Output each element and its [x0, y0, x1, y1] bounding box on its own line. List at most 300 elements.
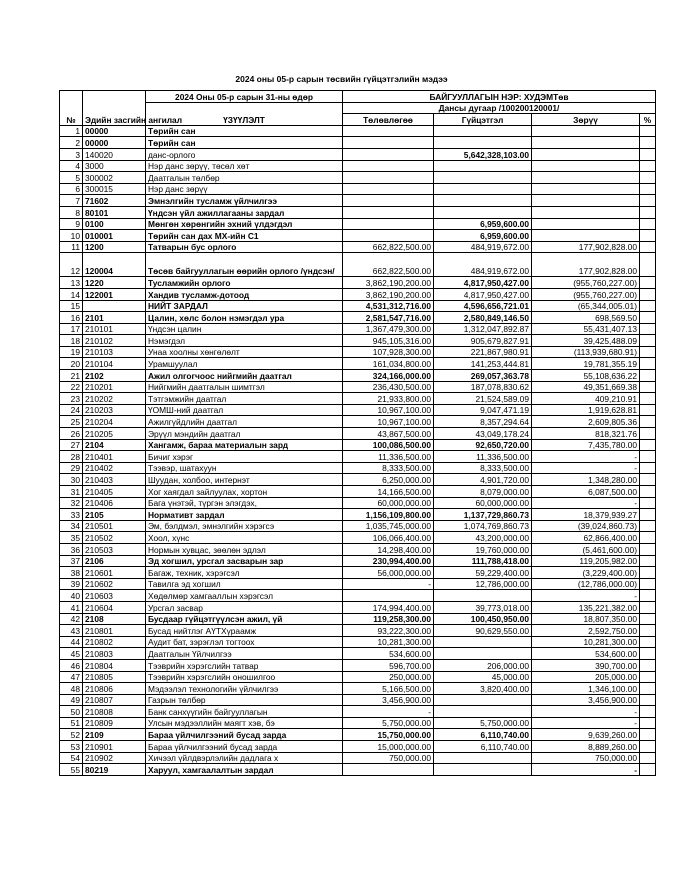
row-code: 120004: [83, 253, 146, 277]
row-code: 2105: [83, 509, 146, 521]
table-row: [60, 125, 656, 137]
row-name: Төрийн сан дах МХ-ийн С1: [146, 230, 343, 242]
row-actual: 11,336,500.00: [434, 451, 532, 463]
row-actual: 206,000.00: [434, 659, 532, 671]
row-plan: 324,166,000.00: [343, 370, 434, 382]
row-plan: 3,456,900.00: [343, 694, 434, 706]
row-code: 210801: [83, 625, 146, 637]
row-diff: 55,431,407.13: [532, 323, 640, 335]
row-pct: [640, 206, 656, 218]
row-name: Бусдаар гүйцэтгүүлсэн ажил, үй: [146, 613, 343, 625]
table-row: [60, 625, 656, 637]
table-row: [60, 137, 656, 149]
table-row: [60, 648, 656, 660]
row-diff: 6,087,500.00: [532, 486, 640, 498]
row-plan: 43,867,500.00: [343, 428, 434, 440]
table-row: [60, 752, 656, 764]
row-diff: 3,456,900.00: [532, 694, 640, 706]
row-number: 26: [60, 428, 83, 440]
row-plan: [343, 230, 434, 242]
row-code: 210104: [83, 358, 146, 370]
row-pct: [640, 125, 656, 137]
row-actual: 4,596,656,721.01: [434, 300, 532, 312]
row-pct: [640, 543, 656, 555]
row-actual: [434, 764, 532, 776]
table-row: [60, 241, 656, 253]
row-diff: 750,000.00: [532, 752, 640, 764]
row-name: Бичиг хэрэг: [146, 451, 343, 463]
row-code: 2109: [83, 729, 146, 741]
table-row: [60, 613, 656, 625]
row-number: 12: [60, 253, 83, 277]
row-actual: 4,817,950,427.00: [434, 277, 532, 289]
row-actual: 3,820,400.00: [434, 683, 532, 695]
row-actual: 1,137,729,860.73: [434, 509, 532, 521]
row-actual: 6,110,740.00: [434, 741, 532, 753]
row-actual: 4,901,720.00: [434, 474, 532, 486]
row-code: 2106: [83, 555, 146, 567]
row-diff: 698,569.50: [532, 312, 640, 324]
row-number: 13: [60, 277, 83, 289]
table-row: [60, 543, 656, 555]
row-actual: 187,078,830.62: [434, 381, 532, 393]
row-diff: [532, 230, 640, 242]
row-name: Улсын мэдээллийн маягт хэв, бэ: [146, 717, 343, 729]
row-name: Урамшуулал: [146, 358, 343, 370]
row-pct: [640, 729, 656, 741]
table-row: [60, 474, 656, 486]
row-code: 210808: [83, 706, 146, 718]
row-actual: 5,642,328,103.00: [434, 148, 532, 160]
row-code: 2104: [83, 439, 146, 451]
row-diff: (12,786,000.00): [532, 578, 640, 590]
row-code: 210502: [83, 532, 146, 544]
row-name: Нэр данс зөрүү, төсөл хөт: [146, 160, 343, 172]
row-code: 210603: [83, 590, 146, 602]
row-pct: [640, 183, 656, 195]
row-pct: [640, 381, 656, 393]
row-diff: [532, 172, 640, 184]
row-plan: 230,994,400.00: [343, 555, 434, 567]
row-code: 210802: [83, 636, 146, 648]
table-row: [60, 694, 656, 706]
row-plan: 750,000.00: [343, 752, 434, 764]
row-diff: 2,592,750.00: [532, 625, 640, 637]
row-diff: 39,425,488.09: [532, 335, 640, 347]
row-plan: 119,258,300.00: [343, 613, 434, 625]
row-diff: [532, 183, 640, 195]
row-pct: [640, 717, 656, 729]
row-number: 30: [60, 474, 83, 486]
row-diff: [532, 137, 640, 149]
row-name: Хөдөлмөр хамгааллын хэрэгсэл: [146, 590, 343, 602]
row-diff: 1,919,628.81: [532, 404, 640, 416]
row-code: 00000: [83, 137, 146, 149]
row-diff: 10,281,300.00: [532, 636, 640, 648]
row-number: 10: [60, 230, 83, 242]
row-code: 210503: [83, 543, 146, 555]
table-row: [60, 555, 656, 567]
row-diff: -: [532, 497, 640, 509]
row-number: 2: [60, 137, 83, 149]
row-actual: 484,919,672.00: [434, 241, 532, 253]
row-number: 16: [60, 312, 83, 324]
report-title: 2024 оны 05-р сарын төсвийн гүйцэтгэлийн мэдээ: [235, 74, 448, 84]
table-row: [60, 172, 656, 184]
budget-table: [59, 90, 656, 776]
row-code: 3000: [83, 160, 146, 172]
row-code: 210102: [83, 335, 146, 347]
row-number: 46: [60, 659, 83, 671]
row-plan: 945,105,316.00: [343, 335, 434, 347]
row-plan: 14,298,400.00: [343, 543, 434, 555]
row-diff: 205,000.00: [532, 671, 640, 683]
table-row: [60, 195, 656, 207]
row-actual: [434, 590, 532, 602]
table-row: [60, 486, 656, 498]
row-name: Аудит бат, зэрэглэл тогтоох: [146, 636, 343, 648]
row-code: 2102: [83, 370, 146, 382]
row-actual: 2,580,849,146.50: [434, 312, 532, 324]
row-plan: 60,000,000.00: [343, 497, 434, 509]
row-diff: (3,229,400.00): [532, 567, 640, 579]
row-number: 42: [60, 613, 83, 625]
row-plan: 106,066,400.00: [343, 532, 434, 544]
table-row: [60, 346, 656, 358]
row-diff: 177,902,828.00: [532, 253, 640, 277]
row-plan: 5,750,000.00: [343, 717, 434, 729]
row-diff: [532, 195, 640, 207]
table-row: [60, 393, 656, 405]
row-number: 37: [60, 555, 83, 567]
table-row: [60, 520, 656, 532]
row-name: ҮОМШ-ний даатгал: [146, 404, 343, 416]
row-name: Нормын хувцас, зөөлөн эдлэл: [146, 543, 343, 555]
row-number: 35: [60, 532, 83, 544]
row-diff: (39,024,860.73): [532, 520, 640, 532]
row-number: 18: [60, 335, 83, 347]
row-code: 80101: [83, 206, 146, 218]
row-code: 1220: [83, 277, 146, 289]
row-pct: [640, 509, 656, 521]
row-name: Мэдээлэл технологийн үйлчилгээ: [146, 683, 343, 695]
table-row: [60, 358, 656, 370]
row-pct: [640, 288, 656, 300]
row-plan: [343, 218, 434, 230]
row-pct: [640, 323, 656, 335]
row-name: Татварын бус орлого: [146, 241, 343, 253]
row-plan: 10,967,100.00: [343, 404, 434, 416]
row-code: 210201: [83, 381, 146, 393]
row-actual: 141,253,444.81: [434, 358, 532, 370]
row-pct: [640, 160, 656, 172]
table-row: [60, 312, 656, 324]
row-number: 15: [60, 300, 83, 312]
row-pct: [640, 393, 656, 405]
row-name: Ажил олгогчоос нийгмийн даатгал: [146, 370, 343, 382]
row-code: 210204: [83, 416, 146, 428]
row-number: 8: [60, 206, 83, 218]
row-plan: 662,822,500.00: [343, 241, 434, 253]
row-pct: [640, 439, 656, 451]
row-pct: [640, 253, 656, 277]
row-number: 22: [60, 381, 83, 393]
table-row: [60, 381, 656, 393]
row-code: 210803: [83, 648, 146, 660]
row-pct: [640, 590, 656, 602]
row-code: 210804: [83, 659, 146, 671]
row-diff: [532, 218, 640, 230]
row-plan: [343, 137, 434, 149]
row-plan: 662,822,500.00: [343, 253, 434, 277]
row-diff: -: [532, 590, 640, 602]
row-number: 49: [60, 694, 83, 706]
table-row: [60, 451, 656, 463]
table-row: [60, 230, 656, 242]
row-plan: [343, 206, 434, 218]
row-plan: 534,600.00: [343, 648, 434, 660]
row-diff: 8,889,260.00: [532, 741, 640, 753]
row-pct: [640, 613, 656, 625]
row-pct: [640, 277, 656, 289]
row-plan: 1,367,479,300.00: [343, 323, 434, 335]
header-date: 2024 Оны 05-р сарын 31-ны өдөр: [146, 91, 343, 103]
row-diff: (955,760,227.00): [532, 277, 640, 289]
table-row: [60, 183, 656, 195]
row-number: 6: [60, 183, 83, 195]
row-diff: (113,939,680.91): [532, 346, 640, 358]
row-actual: 92,650,720.00: [434, 439, 532, 451]
row-diff: (955,760,227.00): [532, 288, 640, 300]
row-name: Төсөв байгууллагын өөрийн орлого /үндсэн/: [146, 253, 343, 277]
row-code: 210406: [83, 497, 146, 509]
row-diff: -: [532, 462, 640, 474]
row-pct: [640, 694, 656, 706]
table-row: [60, 729, 656, 741]
row-code: 00000: [83, 125, 146, 137]
row-code: 210901: [83, 741, 146, 753]
row-actual: 9,047,471.19: [434, 404, 532, 416]
table-row: [60, 428, 656, 440]
table-row: [60, 439, 656, 451]
row-name: Тээврийн хэрэгслийн татвар: [146, 659, 343, 671]
row-plan: 100,086,500.00: [343, 439, 434, 451]
row-name: Бараа үйлчилгээний бусад зарда: [146, 741, 343, 753]
table-row: [60, 578, 656, 590]
row-code: 210205: [83, 428, 146, 440]
row-pct: [640, 474, 656, 486]
row-actual: 45,000.00: [434, 671, 532, 683]
table-row: [60, 416, 656, 428]
row-diff: [532, 148, 640, 160]
table-row: [60, 741, 656, 753]
row-actual: [434, 648, 532, 660]
row-name: Эд хогшил, урсгал засварын зар: [146, 555, 343, 567]
row-pct: [640, 636, 656, 648]
row-actual: 6,959,600.00: [434, 230, 532, 242]
row-diff: 19,781,355.19: [532, 358, 640, 370]
row-diff: 1,346,100.00: [532, 683, 640, 695]
row-code: 210103: [83, 346, 146, 358]
row-pct: [640, 555, 656, 567]
table-row: [60, 567, 656, 579]
row-actual: 905,679,827.91: [434, 335, 532, 347]
row-code: 210501: [83, 520, 146, 532]
row-plan: 15,000,000.00: [343, 741, 434, 753]
row-diff: 49,351,669.38: [532, 381, 640, 393]
row-number: 33: [60, 509, 83, 521]
row-code: 210601: [83, 567, 146, 579]
row-pct: [640, 312, 656, 324]
row-actual: 39,773,018.00: [434, 601, 532, 613]
table-row: [60, 509, 656, 521]
row-diff: 390,700.00: [532, 659, 640, 671]
row-number: 5: [60, 172, 83, 184]
row-diff: [532, 206, 640, 218]
row-code: 300015: [83, 183, 146, 195]
row-actual: 59,229,400.00: [434, 567, 532, 579]
row-code: 210604: [83, 601, 146, 613]
row-plan: [343, 764, 434, 776]
row-number: 17: [60, 323, 83, 335]
row-name: Хог хаягдал зайлуулах, хортон: [146, 486, 343, 498]
row-code: 210402: [83, 462, 146, 474]
row-actual: 1,312,047,892.87: [434, 323, 532, 335]
row-pct: [640, 195, 656, 207]
row-number: 47: [60, 671, 83, 683]
row-plan: 1,035,745,000.00: [343, 520, 434, 532]
header-pct: %: [640, 114, 656, 126]
row-diff: 62,866,400.00: [532, 532, 640, 544]
row-diff: 135,221,382.00: [532, 601, 640, 613]
row-name: Тээвэр, шатахуун: [146, 462, 343, 474]
header-org: БАЙГУУЛЛАГЫН НЭР: ХУДЭМТөв: [343, 91, 656, 103]
row-name: Бага үнэтэй, түргэн элэгдэх,: [146, 497, 343, 509]
row-plan: [343, 148, 434, 160]
row-number: 45: [60, 648, 83, 660]
row-pct: [640, 671, 656, 683]
row-number: 21: [60, 370, 83, 382]
row-name: Тусламжийн орлого: [146, 277, 343, 289]
row-code: 210902: [83, 752, 146, 764]
row-number: 48: [60, 683, 83, 695]
row-name: Төрийн сан: [146, 125, 343, 137]
row-plan: [343, 160, 434, 172]
row-diff: (5,461,600.00): [532, 543, 640, 555]
table-row: [60, 590, 656, 602]
row-actual: 19,760,000.00: [434, 543, 532, 555]
row-name: Ажилгүйдлийн даатгал: [146, 416, 343, 428]
row-name: Мөнгөн хөрөнгийн эхний үлдэгдэл: [146, 218, 343, 230]
row-number: 28: [60, 451, 83, 463]
row-number: 52: [60, 729, 83, 741]
row-diff: -: [532, 764, 640, 776]
table-row: [60, 148, 656, 160]
row-pct: [640, 346, 656, 358]
row-code: 210807: [83, 694, 146, 706]
table-row: [60, 497, 656, 509]
row-actual: [434, 183, 532, 195]
table-row: [60, 764, 656, 776]
row-pct: [640, 172, 656, 184]
row-name: Даатгалын төлбөр: [146, 172, 343, 184]
row-code: 210202: [83, 393, 146, 405]
row-diff: 1,348,280.00: [532, 474, 640, 486]
row-pct: [640, 601, 656, 613]
row-pct: [640, 358, 656, 370]
table-row: [60, 636, 656, 648]
row-actual: 8,079,000.00: [434, 486, 532, 498]
row-plan: 11,336,500.00: [343, 451, 434, 463]
row-code: 2108: [83, 613, 146, 625]
table-row: [60, 671, 656, 683]
row-pct: [640, 683, 656, 695]
row-pct: [640, 497, 656, 509]
row-code: 210602: [83, 578, 146, 590]
row-number: 3: [60, 148, 83, 160]
row-plan: 5,166,500.00: [343, 683, 434, 695]
row-number: 44: [60, 636, 83, 648]
row-actual: [434, 752, 532, 764]
row-number: 27: [60, 439, 83, 451]
table-row: [60, 601, 656, 613]
row-diff: 534,600.00: [532, 648, 640, 660]
row-name: Хоол, хүнс: [146, 532, 343, 544]
row-name: Шуудан, холбоо, интернэт: [146, 474, 343, 486]
row-number: 38: [60, 567, 83, 579]
row-plan: 3,862,190,200.00: [343, 277, 434, 289]
row-plan: [343, 590, 434, 602]
row-actual: 21,524,589.09: [434, 393, 532, 405]
table-row: [60, 288, 656, 300]
row-pct: [640, 218, 656, 230]
row-name: Багаж, техник, хэрэгсэл: [146, 567, 343, 579]
row-plan: 174,994,400.00: [343, 601, 434, 613]
row-actual: 221,867,980.91: [434, 346, 532, 358]
row-name: НИЙТ ЗАРДАЛ: [146, 300, 343, 312]
row-number: 14: [60, 288, 83, 300]
row-number: 7: [60, 195, 83, 207]
row-name: Даатгалын Үйлчилгээ: [146, 648, 343, 660]
row-number: 25: [60, 416, 83, 428]
row-code: 1200: [83, 241, 146, 253]
row-pct: [640, 370, 656, 382]
row-name: данс-орлого: [146, 148, 343, 160]
row-name: Тээврийн хэрэгслийн оношилгоо: [146, 671, 343, 683]
row-number: 34: [60, 520, 83, 532]
row-diff: 55,108,636.22: [532, 370, 640, 382]
row-actual: 12,786,000.00: [434, 578, 532, 590]
row-number: 23: [60, 393, 83, 405]
row-pct: [640, 241, 656, 253]
row-pct: [640, 486, 656, 498]
row-pct: [640, 335, 656, 347]
row-plan: 596,700.00: [343, 659, 434, 671]
row-number: 4: [60, 160, 83, 172]
row-actual: [434, 636, 532, 648]
table-row: [60, 277, 656, 289]
row-diff: 177,902,828.00: [532, 241, 640, 253]
row-plan: 93,222,300.00: [343, 625, 434, 637]
row-number: 54: [60, 752, 83, 764]
row-number: 9: [60, 218, 83, 230]
row-number: 41: [60, 601, 83, 613]
row-number: 20: [60, 358, 83, 370]
row-plan: 161,034,800.00: [343, 358, 434, 370]
table-row: [60, 300, 656, 312]
row-pct: [640, 148, 656, 160]
row-diff: -: [532, 706, 640, 718]
